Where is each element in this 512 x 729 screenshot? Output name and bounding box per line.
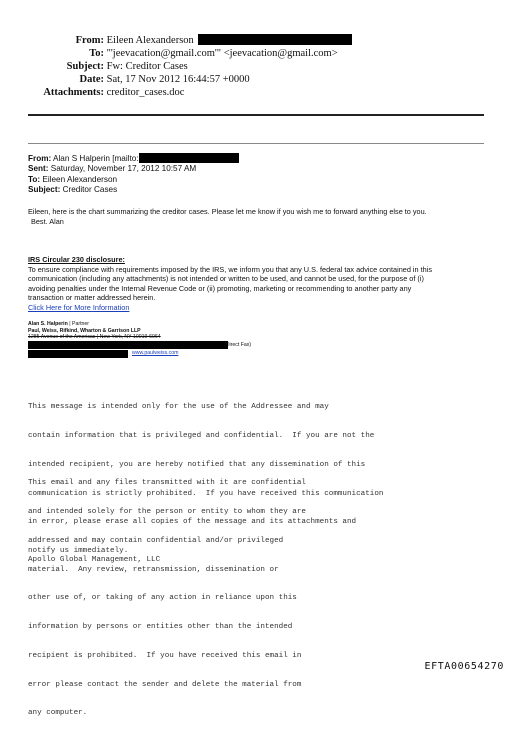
inner-sent-value: Saturday, November 17, 2012 10:57 AM bbox=[50, 164, 197, 174]
disclaimer-line: This message is intended only for the use of the Addressee and may bbox=[28, 403, 329, 412]
inner-from-label: From: bbox=[28, 154, 52, 163]
irs-disclosure bbox=[28, 255, 432, 313]
outer-subject-row bbox=[20, 60, 352, 73]
attachments-label: Attachments: bbox=[43, 87, 104, 98]
disclaimer-line: contain information that is privileged and confidential. If you are not the bbox=[28, 431, 375, 440]
from-value: Eileen Alexanderson bbox=[106, 35, 194, 46]
disclaimer-line: notify us immediately. bbox=[28, 547, 129, 556]
to-value: "'jeevacation@gmail.com'" <jeevacation@gmail.com> bbox=[106, 48, 338, 59]
disclaimer-line: material. Any review, retransmission, dissemination or bbox=[28, 565, 279, 574]
signature-title: | Partner bbox=[69, 321, 90, 327]
signature-name: Alan S. Halperin bbox=[28, 321, 68, 327]
subject-label: Subject: bbox=[66, 61, 104, 72]
disclaimer-line: intended recipient, you are hereby notified that any dissemination of this bbox=[28, 460, 366, 469]
inner-subject-row bbox=[28, 185, 239, 195]
inner-from-value: Alan S Halperin [mailto: bbox=[53, 154, 139, 163]
disclaimer-confidential bbox=[28, 460, 306, 729]
outer-header bbox=[20, 34, 352, 99]
irs-line: transaction or matter addressed herein. bbox=[28, 293, 156, 303]
inner-to-label: To: bbox=[28, 174, 41, 184]
inner-to-row bbox=[28, 175, 239, 185]
body-line: Best. Alan bbox=[31, 217, 64, 226]
signature-fax: (Direct Fax) bbox=[224, 342, 252, 348]
website-link[interactable]: www.paulweiss.com bbox=[132, 350, 179, 356]
outer-to-row bbox=[20, 47, 352, 60]
disclaimer-line: addressed and may contain confidential and/or privileged bbox=[28, 536, 284, 545]
date-label: Date: bbox=[79, 74, 104, 85]
redaction-bar bbox=[28, 341, 228, 349]
body-line: Eileen, here is the chart summarizing the creditor cases. Please let me know if you wish me to forward anything else to you. bbox=[28, 207, 427, 216]
disclaimer-line: any computer. bbox=[28, 709, 88, 718]
disclaimer-line: in error, please erase all copies of the message and its attachments and bbox=[28, 518, 357, 527]
signature-address: 1285 Avenue of the Americas | New York, NY 10019-6064 bbox=[28, 334, 161, 341]
inner-subject-value: Creditor Cases bbox=[62, 185, 118, 195]
inner-sent-row bbox=[28, 164, 239, 174]
irs-line: communication (including any attachments) is not intended or written to be used, and cannot be used, for the purpose of (i) bbox=[28, 274, 424, 284]
attachments-value: creditor_cases.doc bbox=[106, 87, 185, 98]
irs-line: avoiding penalties under the Internal Revenue Code or (ii) promoting, marketing or recommending to another party any bbox=[28, 283, 412, 293]
document-id: EFTA00654270 bbox=[424, 661, 504, 672]
disclaimer-line: error please contact the sender and delete the material from bbox=[28, 680, 302, 689]
disclaimer-line: communication is strictly prohibited. If you have received this communication bbox=[28, 489, 384, 498]
inner-header bbox=[28, 153, 239, 196]
disclaimer-line: other use of, or taking of any action in reliance upon this bbox=[28, 594, 297, 603]
outer-date-row bbox=[20, 73, 352, 86]
subject-value: Fw: Creditor Cases bbox=[106, 61, 188, 72]
disclaimer-line: information by persons or entities other than the intended bbox=[28, 623, 293, 632]
company-name: Apollo Global Management, LLC bbox=[28, 556, 161, 564]
inner-to-value: Eileen Alexanderson bbox=[42, 174, 118, 184]
forward-divider bbox=[28, 143, 484, 144]
irs-line: To ensure compliance with requirements imposed by the IRS, we inform you that any U.S. federal tax advice contained in this bbox=[28, 264, 432, 274]
disclaimer-line: recipient is prohibited. If you have received this email in bbox=[28, 651, 302, 660]
signature-name-row bbox=[28, 321, 161, 328]
to-label: To: bbox=[89, 48, 104, 59]
message-body bbox=[28, 207, 427, 227]
disclaimer-line: and intended solely for the person or entity to whom they are bbox=[28, 507, 306, 516]
inner-subject-label: Subject: bbox=[28, 185, 61, 195]
signature-firm: Paul, Weiss, Rifkind, Wharton & Garrison LLP bbox=[28, 327, 141, 334]
disclaimer-line: This email and any files transmitted with it are confidential bbox=[28, 479, 306, 488]
redaction-bar bbox=[139, 153, 239, 163]
header-divider bbox=[28, 114, 484, 116]
signature-website-wrap bbox=[132, 350, 178, 356]
outer-attachments-row bbox=[20, 86, 352, 99]
date-value: Sat, 17 Nov 2012 16:44:57 +0000 bbox=[106, 74, 250, 85]
signature-block bbox=[28, 321, 161, 341]
more-info-link[interactable]: Click Here for More Information bbox=[28, 302, 130, 312]
inner-sent-label: Sent: bbox=[28, 164, 49, 174]
redaction-bar bbox=[198, 34, 352, 45]
irs-heading: IRS Circular 230 disclosure: bbox=[28, 255, 125, 264]
inner-from-row bbox=[28, 153, 239, 164]
from-label: From: bbox=[75, 35, 104, 46]
outer-from-row bbox=[20, 34, 352, 47]
redaction-bar bbox=[28, 350, 128, 358]
